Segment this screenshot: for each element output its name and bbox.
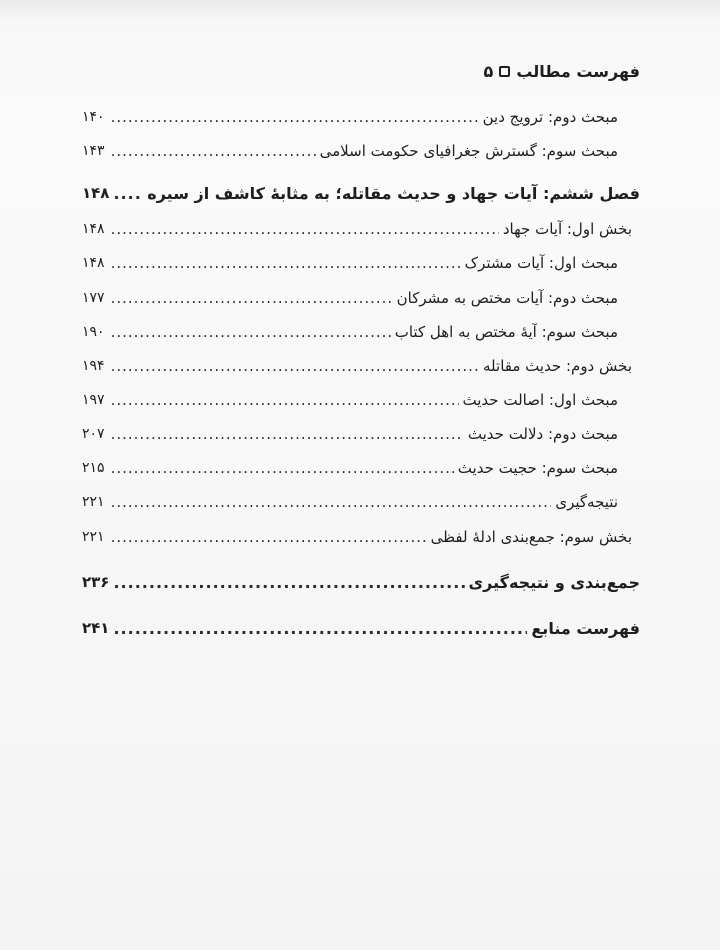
toc-entry[interactable]: [82, 522, 640, 552]
toc-entry-page: ۱۴۳: [82, 143, 105, 159]
toc-entry[interactable]: [82, 419, 640, 449]
toc-entry-title: مبحث سوم: آیهٔ مختص به اهل کتاب: [394, 323, 618, 341]
toc-leader-dots: [113, 619, 527, 638]
running-head-page-number: ۵: [483, 61, 494, 81]
toc-entry-title: مبحث دوم: آیات مختص به مشرکان: [396, 289, 618, 307]
toc-leader-dots: [111, 142, 316, 160]
toc-entry-page: ۱۴۸: [82, 255, 105, 271]
toc-entry-title: نتیجه‌گیری: [555, 493, 618, 511]
toc-entry-page: ۲۴۱: [82, 619, 110, 637]
running-head: [82, 58, 640, 84]
toc-leader-dots: [111, 289, 393, 307]
toc-leader-dots: [111, 357, 479, 375]
toc-entry-title: مبحث اول: اصالت حدیث: [462, 391, 618, 409]
running-head-title: فهرست مطالب: [516, 61, 640, 81]
toc-leader-dots: [111, 254, 461, 272]
toc-entry[interactable]: [82, 385, 640, 415]
toc-entry-title: مبحث سوم: حجیت حدیث: [457, 459, 618, 477]
toc-entry-title: جمع‌بندی و نتیجه‌گیری: [468, 572, 640, 592]
toc-leader-dots: [111, 108, 479, 126]
toc-leader-dots: [111, 528, 427, 546]
toc-entry[interactable]: [82, 453, 640, 483]
toc-entry-title: بخش سوم: جمع‌بندی ادلهٔ لفظی: [430, 528, 632, 546]
toc-entry-title: فهرست منابع: [531, 618, 640, 638]
toc-entry[interactable]: [82, 214, 640, 244]
toc-entry-title: بخش دوم: حدیث مقاتله: [483, 357, 632, 375]
toc-leader-dots: [113, 573, 464, 592]
toc-leader-dots: [111, 425, 464, 443]
toc-entry-page: ۱۹۷: [82, 392, 105, 408]
toc-entry[interactable]: [82, 487, 640, 517]
toc-entry-title: فصل ششم: آیات جهاد و حدیث مقاتله؛ به مثابهٔ کاشف از سیره: [147, 183, 640, 203]
toc-entry-title: مبحث دوم: ترویج دین: [482, 108, 618, 126]
toc-leader-dots: [113, 184, 143, 203]
toc-entry-page: ۲۲۱: [82, 529, 105, 545]
toc-chapter-entry[interactable]: [82, 567, 640, 597]
toc-entry[interactable]: [82, 283, 640, 313]
toc-entry[interactable]: [82, 317, 640, 347]
toc-entry-page: ۲۱۵: [82, 460, 105, 476]
toc-chapter-entry[interactable]: [82, 613, 640, 643]
toc-entry-page: ۲۰۷: [82, 426, 105, 442]
toc-entry-page: ۱۹۰: [82, 324, 105, 340]
toc-entry[interactable]: [82, 136, 640, 166]
toc-entry[interactable]: [82, 351, 640, 381]
toc-entry-page: ۱۹۴: [82, 358, 105, 374]
toc-entry-page: ۱۴۰: [82, 109, 105, 125]
toc-leader-dots: [111, 323, 391, 341]
toc-leader-dots: [111, 391, 459, 409]
toc-leader-dots: [111, 459, 454, 477]
toc-entry-page: ۱۴۸: [82, 184, 110, 202]
toc-entry-page: ۲۲۱: [82, 494, 105, 510]
toc-entry-title: مبحث اول: آیات مشترک: [464, 254, 618, 272]
toc-entry-page: ۱۴۸: [82, 221, 105, 237]
toc-entry-page: ۲۳۶: [82, 573, 110, 591]
toc-chapter-entry[interactable]: [82, 178, 640, 208]
toc-leader-dots: [111, 493, 552, 511]
toc-entry-title: بخش اول: آیات جهاد: [502, 220, 632, 238]
toc-entry-page: ۱۷۷: [82, 290, 105, 306]
toc-entry[interactable]: [82, 248, 640, 278]
toc-entry-title: مبحث دوم: دلالت حدیث: [467, 425, 618, 443]
toc-entry-title: مبحث سوم: گسترش جغرافیای حکومت اسلامی: [319, 142, 618, 160]
square-ornament-icon: [499, 66, 510, 77]
toc-entry[interactable]: [82, 102, 640, 132]
toc-leader-dots: [111, 220, 499, 238]
